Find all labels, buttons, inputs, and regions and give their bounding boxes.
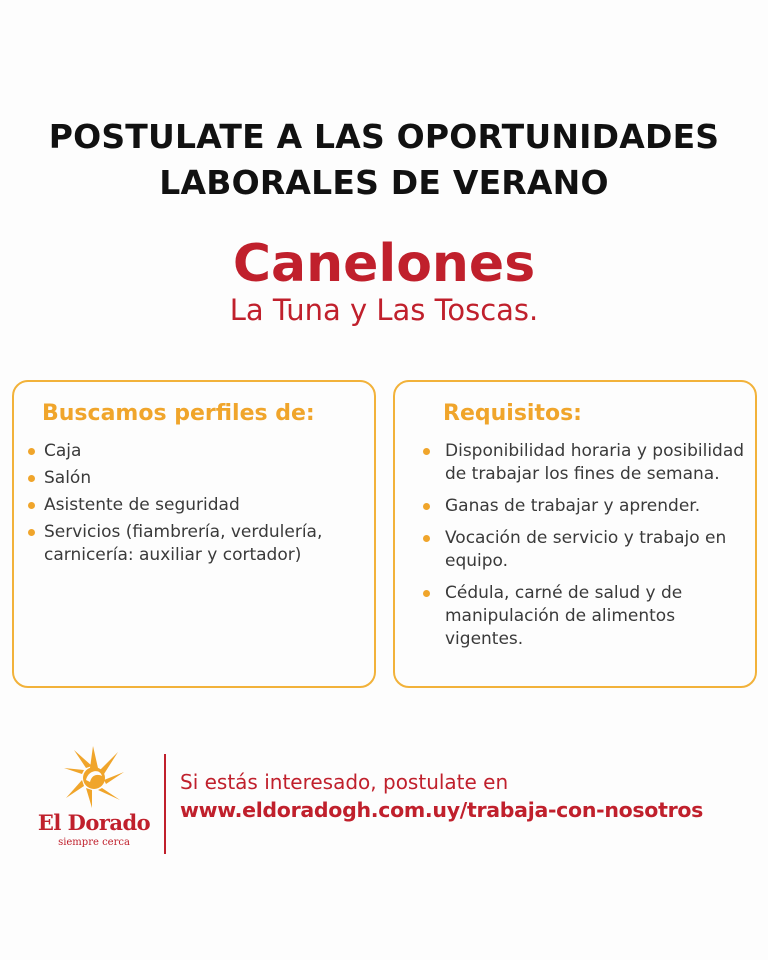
- bullet-icon: [423, 535, 430, 542]
- bullet-icon: [423, 590, 430, 597]
- el-dorado-logo: [32, 744, 156, 856]
- bullet-icon: [28, 448, 35, 455]
- requirements-card: [393, 380, 757, 688]
- cta-url-link[interactable]: www.eldoradogh.com.uy/trabaja-con-nosotros: [180, 798, 704, 822]
- cta-text: Si estás interesado, postulate en: [180, 770, 509, 794]
- profiles-list: [28, 440, 368, 571]
- list-item: Disponibilidad horaria y posibilidad de trabajar los fines de semana.: [421, 440, 747, 486]
- list-item: Servicios (fiambrería, verdulería, carnicería: auxiliar y cortador): [28, 521, 368, 567]
- bullet-icon: [28, 502, 35, 509]
- list-item: Caja: [28, 440, 368, 463]
- requirements-list: [421, 440, 747, 660]
- list-item: Vocación de servicio y trabajo en equipo.: [421, 527, 747, 573]
- divider: [164, 754, 166, 854]
- bullet-icon: [28, 475, 35, 482]
- sun-icon: [32, 744, 156, 810]
- brand-tagline: siempre cerca: [58, 837, 130, 848]
- headline: [0, 114, 768, 206]
- locations-subtitle: La Tuna y Las Toscas.: [229, 293, 539, 327]
- profiles-title: Buscamos perfiles de:: [42, 401, 315, 426]
- city-title: Canelones: [232, 234, 536, 294]
- list-item: Salón: [28, 467, 368, 490]
- brand-name: El Dorado: [37, 810, 151, 835]
- profiles-card: [12, 380, 376, 688]
- list-item: Cédula, carné de salud y de manipulación de alimentos vigentes.: [421, 582, 747, 651]
- list-item: Asistente de seguridad: [28, 494, 368, 517]
- headline-line-1: POSTULATE A LAS OPORTUNIDADES: [48, 117, 720, 156]
- bullet-icon: [423, 448, 430, 455]
- headline-line-2: LABORALES DE VERANO: [159, 163, 609, 202]
- list-item: Ganas de trabajar y aprender.: [421, 495, 747, 518]
- bullet-icon: [28, 529, 35, 536]
- requirements-title: Requisitos:: [443, 401, 582, 426]
- bullet-icon: [423, 503, 430, 510]
